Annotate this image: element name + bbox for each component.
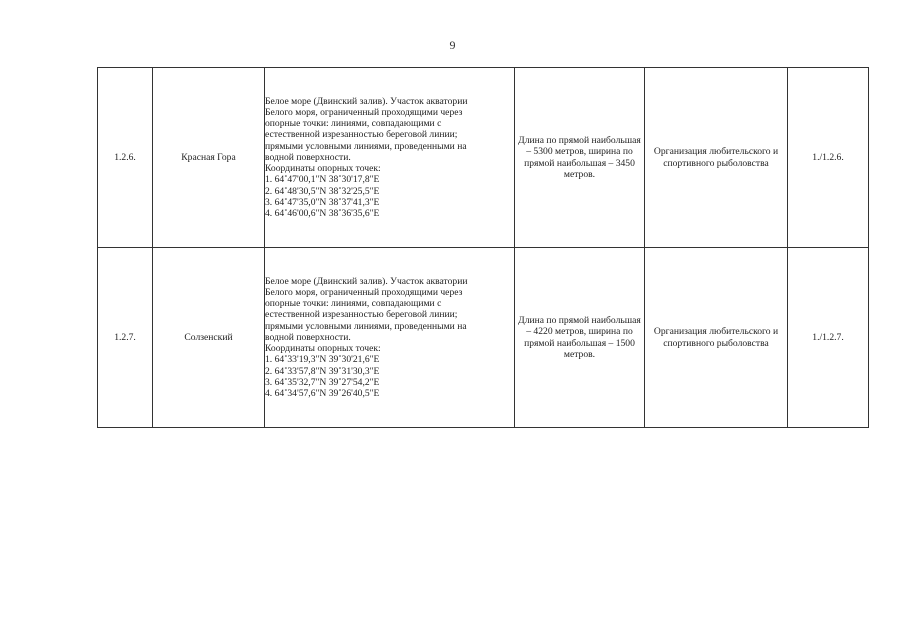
coordinate-point: 3. 64˚35'32,7"N 39˚27'54,2"E [265,376,380,388]
description-line: Белое море (Двинский залив). Участок акватории [265,275,468,287]
description-line: водной поверхности. [265,331,351,343]
area-code: 1./1.2.7. [788,248,869,428]
area-purpose: Организация любительского и спортивного рыболовства [645,68,788,248]
area-name: Солзенский [153,248,265,428]
row-number: 1.2.7. [98,248,153,428]
description-line: Белое море (Двинский залив). Участок акватории [265,95,468,107]
coordinates-title: Координаты опорных точек: [265,163,381,175]
description-line: Белого моря, ограниченный проходящими через [265,287,463,299]
coordinates-title: Координаты опорных точек: [265,343,381,355]
table-row [98,68,869,248]
area-dimensions: Длина по прямой наибольшая – 4220 метров, ширина по прямой наибольшая – 1500 метров. [515,248,645,428]
coordinate-point: 2. 64˚48'30,5"N 38˚32'25,5"E [265,185,380,197]
description-line: Белого моря, ограниченный проходящими через [265,107,463,119]
area-name: Красная Гора [153,68,265,248]
description-line: прямыми условными линиями, проведенными на [265,320,467,332]
description-line: опорные точки: линиями, совпадающими с [265,118,442,130]
fishing-areas-table [97,67,869,428]
area-dimensions: Длина по прямой наибольшая – 5300 метров, ширина по прямой наибольшая – 3450 метров. [515,68,645,248]
area-description [265,68,515,248]
description-line: водной поверхности. [265,151,351,163]
description-line: опорные точки: линиями, совпадающими с [265,298,442,310]
table-row [98,248,869,428]
coordinate-point: 1. 64˚47'00,1"N 38˚30'17,8"E [265,174,380,186]
description-line: естественной изрезанностью береговой линии; [265,129,458,141]
description-line: прямыми условными линиями, проведенными на [265,140,467,152]
coordinate-point: 1. 64˚33'19,3"N 39˚30'21,6"E [265,354,380,366]
page-number: 9 [449,38,456,52]
area-code: 1./1.2.6. [788,68,869,248]
row-number: 1.2.6. [98,68,153,248]
coordinate-point: 4. 64˚46'00,6"N 38˚36'35,6"E [265,207,380,219]
description-line: естественной изрезанностью береговой линии; [265,309,458,321]
area-purpose: Организация любительского и спортивного рыболовства [645,248,788,428]
coordinate-point: 2. 64˚33'57,8"N 39˚31'30,3"E [265,365,380,377]
area-description [265,248,515,428]
coordinate-point: 4. 64˚34'57,6"N 39˚26'40,5"E [265,387,380,399]
coordinate-point: 3. 64˚47'35,0"N 38˚37'41,3"E [265,196,380,208]
